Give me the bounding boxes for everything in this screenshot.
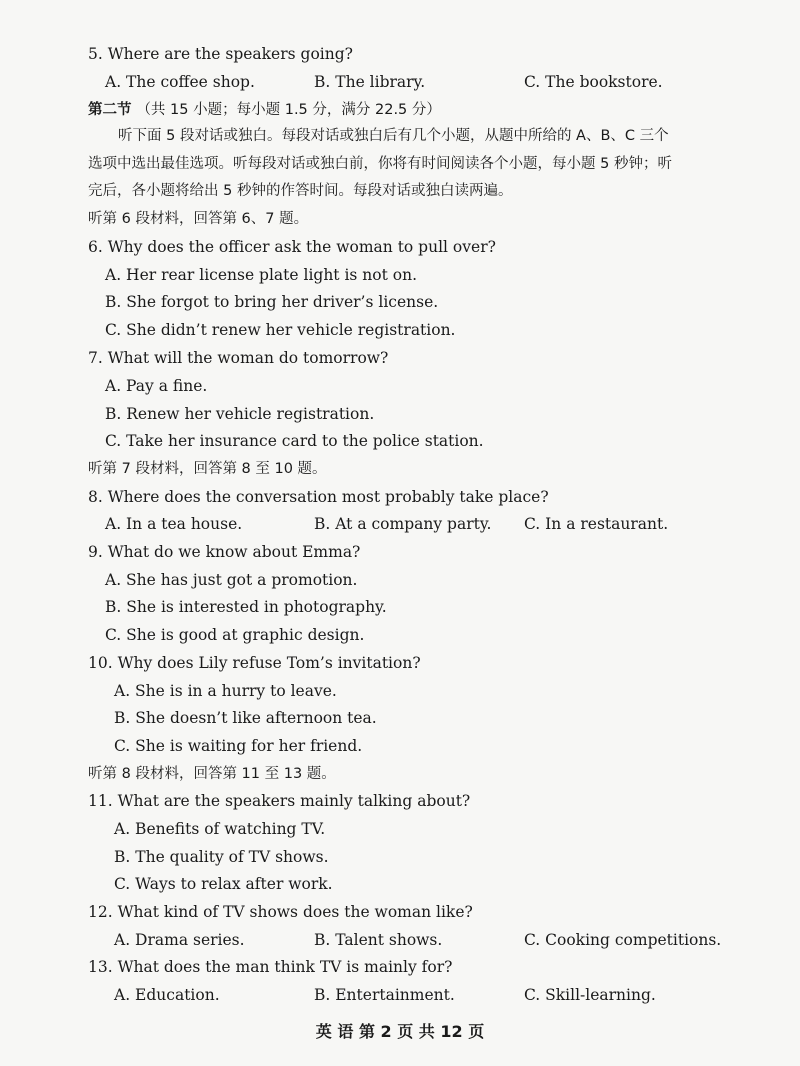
question-10-stem: 10. Why does Lily refuse Tom’s invitation? bbox=[88, 654, 421, 672]
question-5-option-c: C. The bookstore. bbox=[524, 73, 663, 91]
question-13-option-a: A. Education. bbox=[114, 986, 220, 1004]
question-12-option-b: B. Talent shows. bbox=[314, 931, 443, 949]
question-11-option-c: C. Ways to relax after work. bbox=[114, 875, 333, 893]
question-10-option-b: B. She doesn’t like afternoon tea. bbox=[114, 709, 377, 727]
question-5-option-b: B. The library. bbox=[314, 73, 426, 91]
question-11-option-a: A. Benefits of watching TV. bbox=[114, 820, 326, 838]
question-11-stem: 11. What are the speakers mainly talking about? bbox=[88, 792, 471, 810]
question-9-stem: 9. What do we know about Emma? bbox=[88, 543, 361, 561]
question-13-option-c: C. Skill-learning. bbox=[524, 986, 656, 1004]
section-note: （共 15 小题；每小题 1.5 分，满分 22.5 分） bbox=[136, 102, 441, 118]
instructions-line-3: 完后，各小题将给出 5 秒钟的作答时间。每段对话或独白读两遍。 bbox=[88, 183, 513, 199]
question-5-stem: 5. Where are the speakers going? bbox=[88, 45, 353, 63]
question-11-option-b: B. The quality of TV shows. bbox=[114, 848, 329, 866]
question-6-option-a: A. Her rear license plate light is not on. bbox=[105, 266, 418, 284]
instructions-line-2: 选项中选出最佳选项。听每段对话或独白前，你将有时间阅读各个小题，每小题 5 秒钟；听 bbox=[88, 156, 672, 172]
question-13-option-b: B. Entertainment. bbox=[314, 986, 455, 1004]
question-10-option-a: A. She is in a hurry to leave. bbox=[114, 682, 337, 700]
question-7-option-a: A. Pay a fine. bbox=[105, 377, 208, 395]
section-title: 第二节 bbox=[88, 102, 132, 118]
question-9-option-a: A. She has just got a promotion. bbox=[105, 571, 358, 589]
question-7-stem: 7. What will the woman do tomorrow? bbox=[88, 349, 389, 367]
question-6-option-c: C. She didn’t renew her vehicle registration. bbox=[105, 321, 456, 339]
question-7-option-c: C. Take her insurance card to the police station. bbox=[105, 432, 484, 450]
section-heading bbox=[88, 99, 441, 120]
page-footer: 英 语 第 2 页 共 12 页 bbox=[315, 1022, 485, 1041]
question-10-option-c: C. She is waiting for her friend. bbox=[114, 737, 363, 755]
question-12-option-a: A. Drama series. bbox=[114, 931, 245, 949]
question-5-option-a: A. The coffee shop. bbox=[105, 73, 255, 91]
material-7-heading: 听第 7 段材料，回答第 8 至 10 题。 bbox=[88, 461, 327, 477]
question-12-option-c: C. Cooking competitions. bbox=[524, 931, 722, 949]
instructions-line-1: 听下面 5 段对话或独白。每段对话或独白后有几个小题，从题中所给的 A、B、C 三个 bbox=[118, 128, 669, 144]
question-12-stem: 12. What kind of TV shows does the woman like? bbox=[88, 903, 473, 921]
material-8-heading: 听第 8 段材料，回答第 11 至 13 题。 bbox=[88, 766, 336, 782]
question-8-stem: 8. Where does the conversation most probably take place? bbox=[88, 488, 549, 506]
question-13-stem: 13. What does the man think TV is mainly for? bbox=[88, 958, 453, 976]
question-6-stem: 6. Why does the officer ask the woman to pull over? bbox=[88, 238, 496, 256]
question-9-option-c: C. She is good at graphic design. bbox=[105, 626, 365, 644]
question-8-option-b: B. At a company party. bbox=[314, 515, 492, 533]
question-8-option-c: C. In a restaurant. bbox=[524, 515, 669, 533]
question-8-option-a: A. In a tea house. bbox=[105, 515, 243, 533]
question-7-option-b: B. Renew her vehicle registration. bbox=[105, 405, 375, 423]
material-6-heading: 听第 6 段材料，回答第 6、7 题。 bbox=[88, 211, 309, 227]
question-9-option-b: B. She is interested in photography. bbox=[105, 598, 387, 616]
question-6-option-b: B. She forgot to bring her driver’s license. bbox=[105, 293, 439, 311]
